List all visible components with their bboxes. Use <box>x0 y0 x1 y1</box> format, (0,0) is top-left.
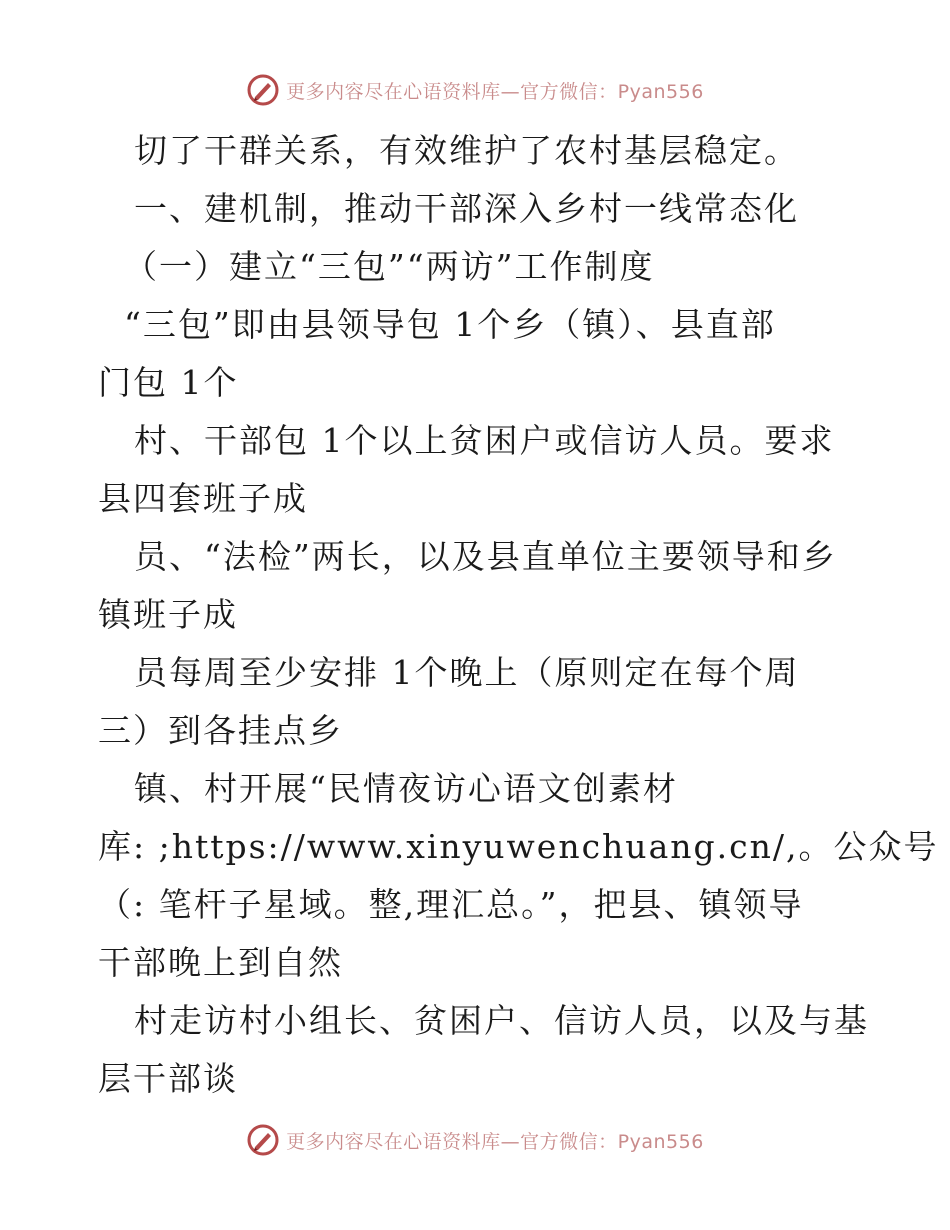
text-line: 门包 1个 <box>98 363 239 402</box>
text-line: 干部晚上到自然 <box>98 943 343 982</box>
text-line: （一）建立“三包”“两访”工作制度 <box>124 247 655 286</box>
text-line: 层干部谈 <box>98 1059 238 1098</box>
pen-logo-icon <box>246 73 280 107</box>
footer-watermark <box>0 1120 950 1160</box>
text-line: 镇班子成 <box>98 595 238 634</box>
watermark-text: 更多内容尽在心语资料库—官方微信：Pyan556 <box>286 1130 704 1153</box>
text-line: 村、干部包 1个以上贫困户或信访人员。要求 <box>134 421 835 460</box>
text-line: 员、“法检”两长，以及县直单位主要领导和乡 <box>134 537 837 576</box>
text-line: 村走访村小组长、贫困户、信访人员，以及与基 <box>134 1001 869 1040</box>
text-line: 员每周至少安排 1个晚上（原则定在每个周 <box>134 653 800 692</box>
text-line: （: 笔杆子星域。整,理汇总。”，把县、镇领导 <box>98 885 804 924</box>
document-body <box>98 122 939 1108</box>
text-line: 切了干群关系，有效维护了农村基层稳定。 <box>134 131 799 170</box>
text-line: 库: ;https://www.xinyuwenchuang.cn/,。公众号 <box>98 827 939 866</box>
text-line: 三）到各挂点乡 <box>98 711 343 750</box>
pen-logo-icon <box>246 1123 280 1157</box>
text-line: 一、建机制，推动干部深入乡村一线常态化 <box>134 189 799 228</box>
text-line: “三包”即由县领导包 1个乡（镇）、县直部 <box>124 305 776 344</box>
text-line: 县四套班子成 <box>98 479 308 518</box>
text-line: 镇、村开展“民情夜访心语文创素材 <box>134 769 678 808</box>
header-watermark <box>0 70 950 110</box>
watermark-text: 更多内容尽在心语资料库—官方微信：Pyan556 <box>286 80 704 103</box>
